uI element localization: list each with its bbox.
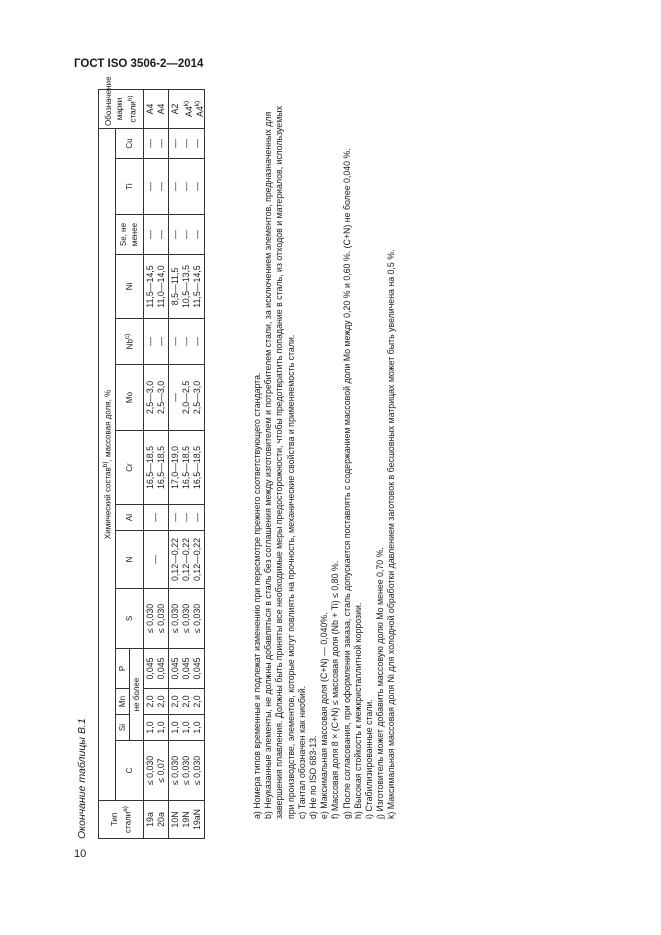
footnote-k: k) Максимальная массовая доля Ni для холодной обработки давлением заготовок в бесшовных матрицах может быть увеличена на 0,5 %. [386, 249, 397, 819]
col-header-cu: Cu [115, 128, 143, 158]
chemical-composition-table [98, 76, 205, 839]
footnote-j: j) Изготовитель может добавить массовую долю Mo менее 0,70 %. [375, 547, 386, 819]
col-header-c: C [115, 741, 143, 801]
footnote-e: e) Максимальная массовая доля (C+N) — 0,040%. [319, 612, 330, 819]
ne-bolee-label: не более [129, 649, 143, 741]
footnote-f: f) Массовая доля 8 × (C+N) ≤ массовая доля (Nb + Ti) ≤ 0,80 %. [330, 560, 341, 819]
col-header-n: N [115, 531, 143, 589]
col-header-s: S [115, 589, 143, 649]
col-header-ti: Ti [115, 159, 143, 215]
table-row-group1: 19a 20a ≤ 0,030 ≤ 0,07 1,0 1,0 2,0 2,0 0,045 0,045 ≤ 0,030 ≤ 0,030 — — 16,5—18,5 16,5—18,5 2,5—3,0 2,5—3,0 — — 11,5—14,5 11,0—14,0 — — — — — — A4 A4 [143, 89, 168, 838]
table-footnotes [252, 97, 398, 835]
col-header-mn: Mn [115, 689, 129, 715]
rotated-table-block [76, 76, 416, 839]
footnote-c: c) Тантал обозначен как ниобий. [296, 685, 307, 819]
page-number: 10 [74, 848, 87, 860]
col-header-p: P [115, 649, 129, 689]
col-header-al: Al [115, 505, 143, 531]
footnote-a: a) Номера типов временные и подлежат изменению при пересмотре прежнего соответствующего стандарта. [252, 372, 262, 819]
col-header-ni: Ni [115, 255, 143, 319]
col-header-mo: Mo [115, 365, 143, 431]
footnote-i: i) Стабилизированные стали. [364, 699, 375, 819]
footnote-g: g) После согласования, при оформлении заказа, сталь допускается поставлять с содержанием массовой доли Mo между 0,20 % и 0,60 %. (C+N) не более 0,040 %. [341, 148, 352, 819]
table-row-group2: 10N 19N 19aN ≤ 0,030 ≤ 0,030 ≤ 0,030 1,0 1,0 1,0 2,0 2,0 2,0 0,045 0,045 0,045 ≤ 0,030 ≤ 0,030 ≤ 0,030 0,12—0,22 0,12—0,22 0,12—0,22 — — — 17,0—19,0 16,5—18,5 16,5—18,5 — 2,0—2,5 2,5—3,0 — — — 8,5—11,5 10,5—13,5 11,5—14,5 — — — — — — — — — A2 A4$^{k)}$ A4$^{k)}$ [168, 89, 204, 838]
footnote-h: h) Высокая стойкость к межкристаллитной коррозии. [352, 602, 363, 819]
col-header-se: Se, не менее [115, 215, 143, 255]
table-caption: Окончание таблицы В.1 [76, 718, 88, 839]
chem-group-header: Химический состав$^{b)}$, массовая доля, % [99, 128, 116, 800]
col-header-type: Тип стали$^{a)}$ [99, 801, 144, 839]
footnote-b: b) Неуказанные элементы, не должны добавляться в сталь без соглашения между изготовителем и потребителем стали, за исключением элементов, предназначенных для завершения плавления. Должны быть приняты все необходимые меры предосторожности, чтобы предотвратить попадание в сталь, из отходов и материалов, используемых при производстве, элементов, которые могут повлиять на прочность, механические свойства и применяемость стали. [263, 106, 296, 819]
col-header-nb: Nb$^{c)}$ [115, 319, 143, 365]
col-header-si: Si [115, 715, 129, 741]
page-header: ГОСТ ISO 3506-2—2014 [74, 58, 204, 70]
col-header-cr: Cr [115, 431, 143, 505]
col-header-designation: Обозначение марки стали$^{h)}$ [99, 89, 144, 128]
footnote-d: d) Не по ISO 683-13. [308, 735, 319, 819]
